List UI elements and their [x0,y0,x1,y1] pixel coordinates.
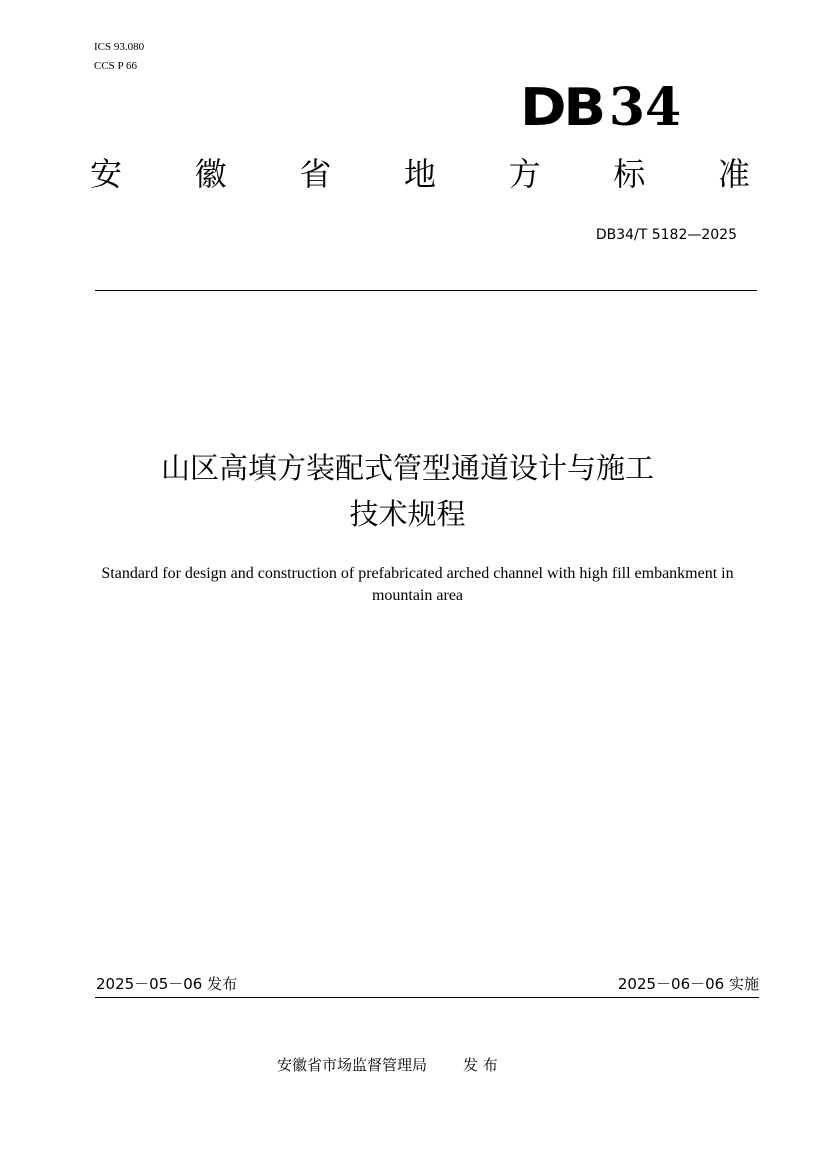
ccs-code: CCS P 66 [94,60,138,72]
bottom-divider [95,997,759,998]
standard-type-char: 地 [403,155,436,193]
title-chinese [60,445,755,537]
db34-logo [520,72,710,138]
standard-number: DB34/T 5182—2025 [595,227,737,243]
standard-type-char: 准 [717,155,750,193]
classification-codes [94,38,144,76]
publisher-action: 发 布 [463,1056,498,1074]
title-english: Standard for design and construction of prefabricated arched channel with high fill embankment in mountain area [101,565,734,604]
issue-date: 2025－05－06 发布 [96,975,238,993]
standard-type-char: 徽 [194,155,227,193]
logo-letters: DB [520,78,603,138]
publisher-line [277,1055,498,1075]
ics-code: ICS 93.080 [94,41,145,53]
publisher-name: 安徽省市场监督管理局 [277,1056,428,1074]
standard-type-heading [90,152,750,196]
implementation-date: 2025－06－06 实施 [617,975,759,993]
standard-type-char: 标 [613,155,646,193]
standard-type-char: 方 [508,155,541,193]
standard-type-char: 安 [90,155,123,193]
logo-number: 34 [608,77,682,138]
standard-type-char: 省 [299,155,332,193]
title-chinese-line-2: 技术规程 [349,497,466,531]
title-chinese-line-1: 山区高填方装配式管型通道设计与施工 [160,451,654,485]
top-divider [95,290,757,291]
